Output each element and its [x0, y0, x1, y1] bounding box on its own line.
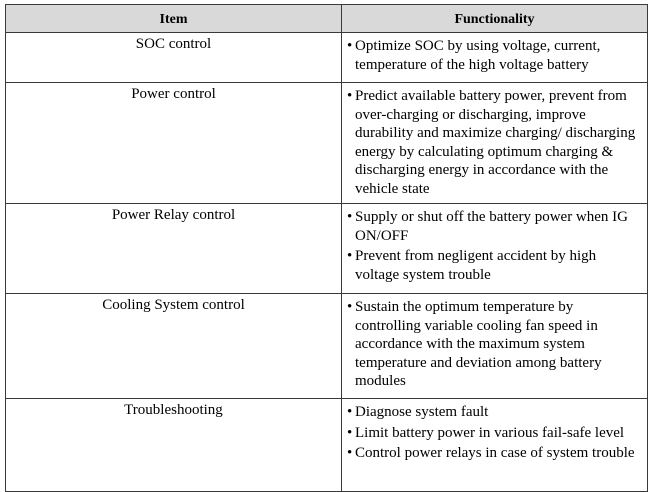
row-item-cooling-system-control: Cooling System control	[6, 294, 342, 399]
row-item-power-relay-control: Power Relay control	[6, 204, 342, 294]
table-row	[6, 294, 648, 399]
bullet-icon: •	[347, 38, 353, 54]
functionality-bullet: • Control power relays in case of system trouble	[347, 445, 635, 461]
functionality-bullet: • Predict available battery power, prevent from over-charging or discharging, improve durability and maximize charging/ discharging energy by calculating optimum charging & discharging energy in accordance with the vehicle state	[347, 88, 636, 197]
functionality-bullet: • Prevent from negligent accident by high voltage system trouble	[347, 248, 597, 283]
header-functionality: Functionality	[342, 5, 648, 33]
bullet-icon: •	[347, 299, 353, 315]
table-header-row	[6, 5, 648, 33]
row-functionality	[342, 83, 648, 204]
table-row	[6, 33, 648, 83]
bullet-icon: •	[347, 404, 353, 420]
functionality-table	[5, 4, 648, 492]
table-row	[6, 399, 648, 492]
row-functionality	[342, 294, 648, 399]
functionality-bullet: • Diagnose system fault	[347, 404, 489, 420]
row-item-power-control: Power control	[6, 83, 342, 204]
row-item-soc-control: SOC control	[6, 33, 342, 83]
row-functionality	[342, 204, 648, 294]
functionality-bullet: • Supply or shut off the battery power when IG ON/OFF	[347, 209, 629, 244]
header-item: Item	[6, 5, 342, 33]
functionality-bullet: • Sustain the optimum temperature by controlling variable cooling fan speed in accordance with the maximum system temperature and deviation among battery modules	[347, 299, 602, 389]
row-functionality	[342, 33, 648, 83]
bullet-icon: •	[347, 88, 353, 104]
bullet-icon: •	[347, 424, 353, 441]
table-row	[6, 83, 648, 204]
bullet-icon: •	[347, 248, 353, 264]
functionality-bullet: • Limit battery power in various fail-safe level	[347, 424, 625, 441]
bullet-icon: •	[347, 445, 353, 461]
functionality-bullet: • Optimize SOC by using voltage, current, temperature of the high voltage battery	[347, 38, 601, 73]
row-item-troubleshooting: Troubleshooting	[6, 399, 342, 492]
bullet-icon: •	[347, 209, 353, 225]
table-row	[6, 204, 648, 294]
row-functionality	[342, 399, 648, 492]
